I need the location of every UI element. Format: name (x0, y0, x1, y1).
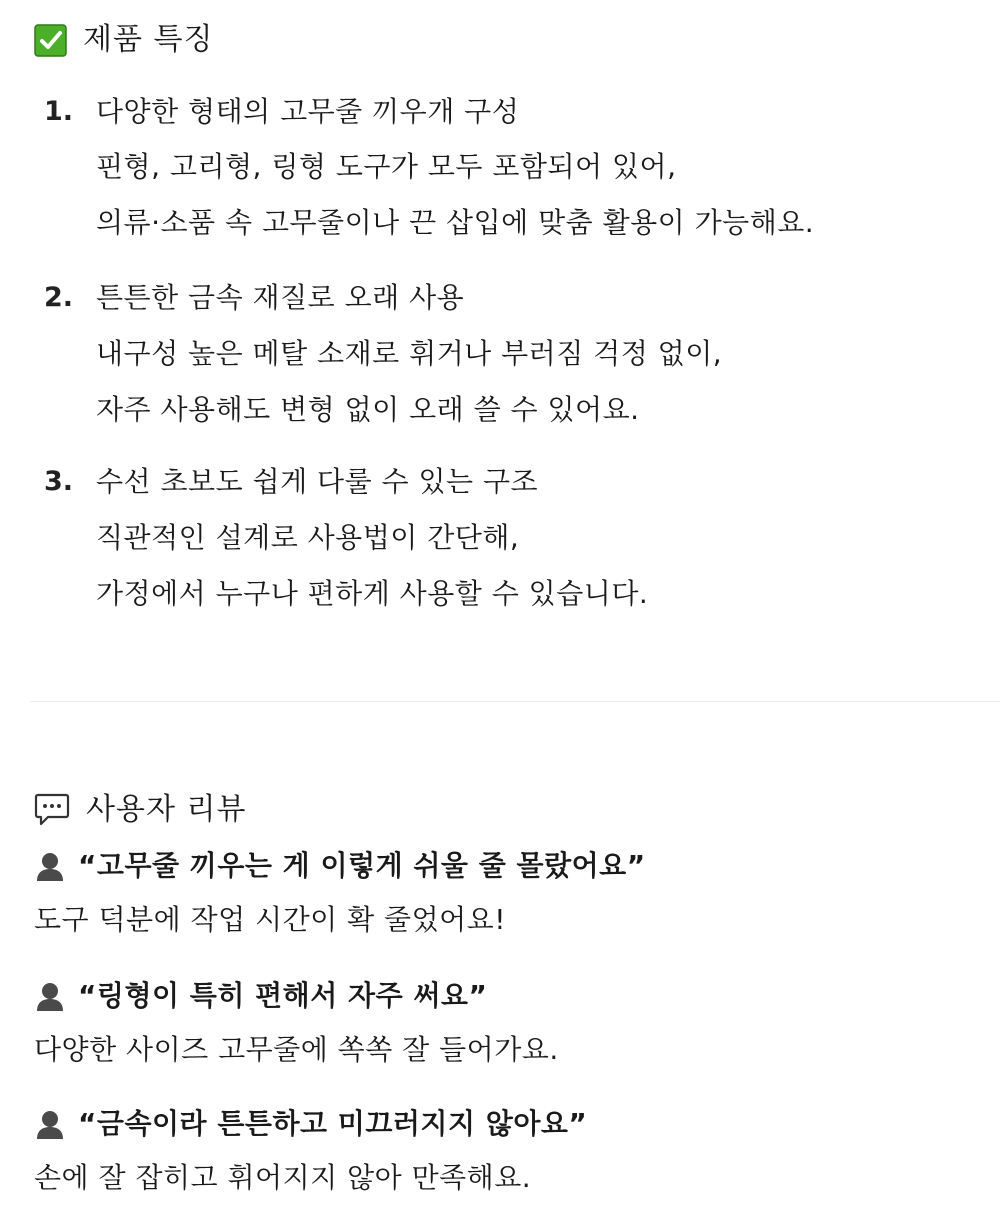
feature-number: 1. (44, 96, 74, 127)
feature-description-line: 핀형, 고리형, 링형 도구가 모두 포함되어 있어, (96, 150, 677, 183)
feature-heading: 수선 초보도 쉽게 다룰 수 있는 구조 (96, 465, 539, 498)
feature-number: 3. (44, 466, 74, 497)
review-body: 손에 잘 잡히고 휘어지지 않아 만족해요. (34, 1161, 532, 1194)
reviews-title: 사용자 리뷰 (86, 792, 247, 827)
feature-number: 2. (44, 282, 74, 313)
person-silhouette-icon (34, 850, 66, 882)
features-header (34, 20, 213, 60)
speech-bubble-icon (34, 793, 70, 827)
review-title: “링형이 특히 편해서 자주 써요” (78, 979, 488, 1012)
features-title: 제품 특징 (83, 22, 214, 57)
review-title: “금속이라 튼튼하고 미끄러지지 않아요” (78, 1107, 588, 1140)
feature-description-line: 의류·소품 속 고무줄이나 끈 삽입에 맞춤 활용이 가능해요. (96, 206, 815, 239)
review-title-row (34, 846, 646, 886)
reviews-header (34, 790, 246, 830)
feature-description-line: 자주 사용해도 변형 없이 오래 쓸 수 있어요. (96, 393, 640, 426)
person-silhouette-icon (34, 1108, 66, 1140)
feature-description-line: 가정에서 누구나 편하게 사용할 수 있습니다. (96, 577, 649, 610)
review-body: 도구 덕분에 작업 시간이 확 줄었어요! (34, 903, 506, 936)
feature-heading: 튼튼한 금속 재질로 오래 사용 (96, 281, 465, 314)
feature-heading: 다양한 형태의 고무줄 끼우개 구성 (96, 95, 520, 128)
review-title-row (34, 1104, 587, 1144)
review-body: 다양한 사이즈 고무줄에 쏙쏙 잘 들어가요. (34, 1033, 559, 1066)
review-title: “고무줄 끼우는 게 이렇게 쉬울 줄 몰랐어요” (78, 849, 646, 882)
feature-description-line: 내구성 높은 메탈 소재로 휘거나 부러짐 걱정 없이, (96, 337, 723, 370)
feature-description-line: 직관적인 설계로 사용법이 간단해, (96, 521, 520, 554)
person-silhouette-icon (34, 980, 66, 1012)
check-mark-button-icon (34, 24, 67, 57)
review-title-row (34, 976, 487, 1016)
section-divider (30, 701, 1000, 702)
